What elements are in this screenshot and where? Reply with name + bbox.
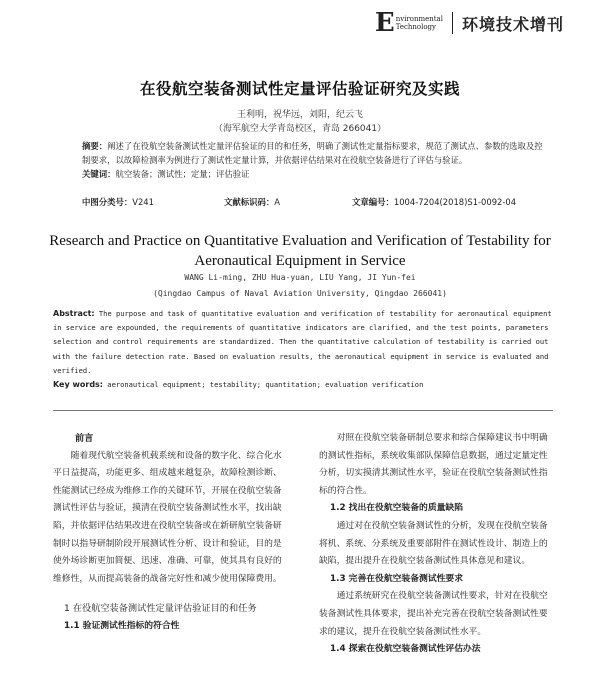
affiliation-cn: （海军航空大学青岛校区，青岛 266041） bbox=[213, 124, 387, 134]
abstract-en bbox=[53, 307, 553, 392]
section-1-2-paragraph: 通过对在役航空装备测试性的分析，发现在役航空装备将机、系统、分系统及重要部附件在测试性设计、制造上的缺陷，提出提升在役航空装备测试性具体意见和建议。 bbox=[319, 520, 548, 567]
preface-paragraph: 随着现代航空装备机载系统和设备的数字化、综合化水平日益提高，功能更多、组成越来越复杂，故障检测诊断、性能测试已经成为维修工作的关键环节，开展在役航空装备测试性评估与验证，摸清在役航空装备测试性水平，找出缺陷，并依据评估结果改进在役航空装备或在新研航空装备研制时以指导研制阶段开展测试性分析、设计和验证，目的是使外场诊断更加简便、迅速、准确、可靠，使其具有良好的维修性，从而提高装备的战备完好性和减少使用保障费用。 bbox=[53, 450, 282, 584]
keywords-cn bbox=[82, 167, 550, 181]
articleno-value: 1004-7204(2018)S1-0092-04 bbox=[393, 197, 517, 207]
masthead-divider bbox=[452, 12, 453, 34]
abstract-en-label: Abstract: bbox=[53, 309, 95, 318]
keywords-en bbox=[53, 378, 553, 392]
journal-logo-words bbox=[396, 15, 443, 31]
authors-en: WANG Li-ming, ZHU Hua-yuan, LIU Yang, JI Yun-fei bbox=[184, 273, 416, 282]
journal-logo-line1: nvironmental bbox=[395, 15, 443, 23]
abstract-cn-text: 阐述了在役航空装备测试性定量评估验证的目的和任务，明确了测试性定量指标要求，规范了测试点、参数的选取及控制要求，以故障检测率为例进行了测试性定量计算，并依据评估结果对在役航空装备进行了评估与验证。 bbox=[82, 141, 543, 165]
keywords-en-label: Key words: bbox=[53, 380, 104, 390]
clc-number bbox=[82, 196, 154, 208]
journal-logo-letter: E bbox=[374, 8, 395, 38]
document-code bbox=[224, 196, 280, 208]
keywords-cn-text: 航空装备；测试性；定量；评估验证 bbox=[115, 169, 250, 179]
doccode-label: 文献标识码： bbox=[224, 197, 275, 207]
abstract-cn-paragraph bbox=[82, 139, 550, 167]
paper-title-en-line1: Research and Practice on Quantitative Evaluation and Verification of Testability for bbox=[49, 233, 551, 249]
abstract-cn-label: 摘要： bbox=[82, 141, 108, 151]
heading-section-1-1: 1.1 验证测试性指标的符合性 bbox=[64, 620, 180, 631]
articleno-label: 文章编号： bbox=[352, 197, 394, 207]
authors-cn: 王利明，祝华远，刘阳，纪云飞 bbox=[236, 110, 363, 120]
journal-title: 环境技术增刊 bbox=[461, 14, 564, 34]
journal-logo-line2: Technology bbox=[395, 23, 436, 31]
section-1-1-paragraph: 对照在役航空装备研制总要求和综合保障建议书中明确的测试性指标，系统收集部队保障信息数据，通过定量定性分析，切实摸清其测试性水平，验证在役航空装备测试性指标的符合性。 bbox=[319, 433, 548, 496]
paper-title-en bbox=[0, 231, 600, 271]
abstract-en-paragraph bbox=[53, 307, 553, 378]
heading-section-1-4: 1.4 探索在役航空装备测试性评估办法 bbox=[330, 644, 481, 655]
keywords-cn-label: 关键词： bbox=[82, 169, 116, 179]
clc-label: 中图分类号： bbox=[82, 197, 133, 207]
journal-masthead bbox=[375, 10, 564, 36]
body-right-column bbox=[319, 430, 551, 659]
abstract-cn bbox=[82, 139, 550, 181]
paper-title-en-line2: Aeronautical Equipment in Service bbox=[194, 253, 406, 269]
clc-value: V241 bbox=[132, 197, 154, 207]
paper-title-cn: 在役航空装备测试性定量评估验证研究及实践 bbox=[139, 80, 460, 98]
section-1-3-paragraph: 通过系统研究在役航空装备测试性要求，针对在役航空装备测试性具体要求，提出补充完善在役航空装备测试性要求的建议，提升在役航空装备测试性水平。 bbox=[319, 591, 548, 637]
article-number bbox=[352, 196, 516, 208]
abstract-en-text: The purpose and task of quantitative evaluation and verification of testability for aeronautical equipment in service are expounded, the requirements of quantitative indicators are clarified, and the test points, parameters selection and control requirements are standardized. Then the quantitative calculation of testability is carried out with the failure detection rate. Based on evaluation results, the aeronautical equipment in service is evaluated and verified. bbox=[53, 309, 552, 375]
doccode-value: A bbox=[274, 197, 280, 207]
heading-section-1-3: 1.3 完善在役航空装备测试性要求 bbox=[330, 573, 464, 584]
affiliation-en: (Qingdao Campus of Naval Aviation University, Qingdao 266041) bbox=[153, 289, 447, 298]
keywords-en-text: aeronautical equipment; testability; quantitation; evaluation verification bbox=[107, 380, 424, 390]
section-divider bbox=[53, 410, 553, 411]
body-left-column bbox=[53, 430, 283, 636]
heading-preface: 前言 bbox=[75, 433, 94, 444]
heading-section-1: 1 在役航空装备测试性定量评估验证目的和任务 bbox=[64, 603, 257, 615]
heading-section-1-2: 1.2 找出在役航空装备的质量缺陷 bbox=[330, 503, 464, 514]
